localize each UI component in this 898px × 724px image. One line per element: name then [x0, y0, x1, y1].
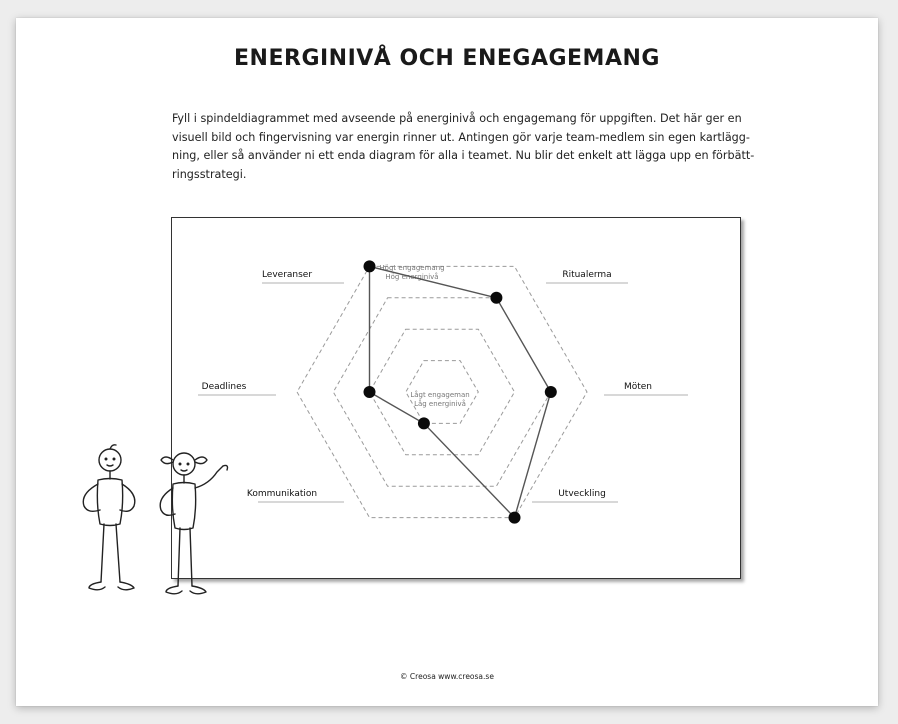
outer-label-2: Hög energinivå — [385, 273, 439, 281]
center-label-1: Lågt engageman — [410, 391, 470, 399]
worksheet-page — [16, 18, 878, 706]
data-point-kommunikation — [418, 417, 430, 429]
stick-figure-girl — [154, 446, 246, 611]
data-point-deadlines — [364, 386, 376, 398]
outer-label-1: Högt engagemang — [379, 264, 445, 272]
data-point-leveranser — [364, 260, 376, 272]
axis-label-leveranser: Leveranser — [261, 270, 313, 280]
radar-chart-board — [171, 217, 741, 579]
axis-label-möten: Möten — [623, 382, 653, 392]
data-point-möten — [545, 386, 557, 398]
data-point-utveckling — [509, 512, 521, 524]
center-label-2: Låg energinivå — [414, 400, 466, 408]
axis-label-utveckling: Utveckling — [558, 489, 606, 499]
stick-figure-boy — [74, 440, 154, 605]
footer-credit: © Creosa www.creosa.se — [400, 672, 494, 681]
page-title: ENERGINIVÅ OCH ENEGAGEMANG — [234, 46, 660, 71]
radar-chart — [172, 218, 740, 578]
radar-axis-labels — [198, 270, 688, 502]
axis-label-deadlines: Deadlines — [201, 382, 247, 392]
intro-paragraph: Fyll i spindeldiagrammet med avseende på energinivå och engagemang för uppgiften. Det här ger en visuell bild och fingervisning var energin rinner ut. Antingen gör varje team-medlem sin egen kartlägg-ning, eller så använder ni ett enda diagram för alla i teamet. Nu blir det enkelt att lägga upp en förbätt-ringsstrategi. — [172, 112, 755, 181]
data-point-ritualerma — [490, 292, 502, 304]
axis-label-ritualerma: Ritualerma — [562, 270, 612, 280]
axis-label-kommunikation: Kommunikation — [246, 489, 318, 499]
